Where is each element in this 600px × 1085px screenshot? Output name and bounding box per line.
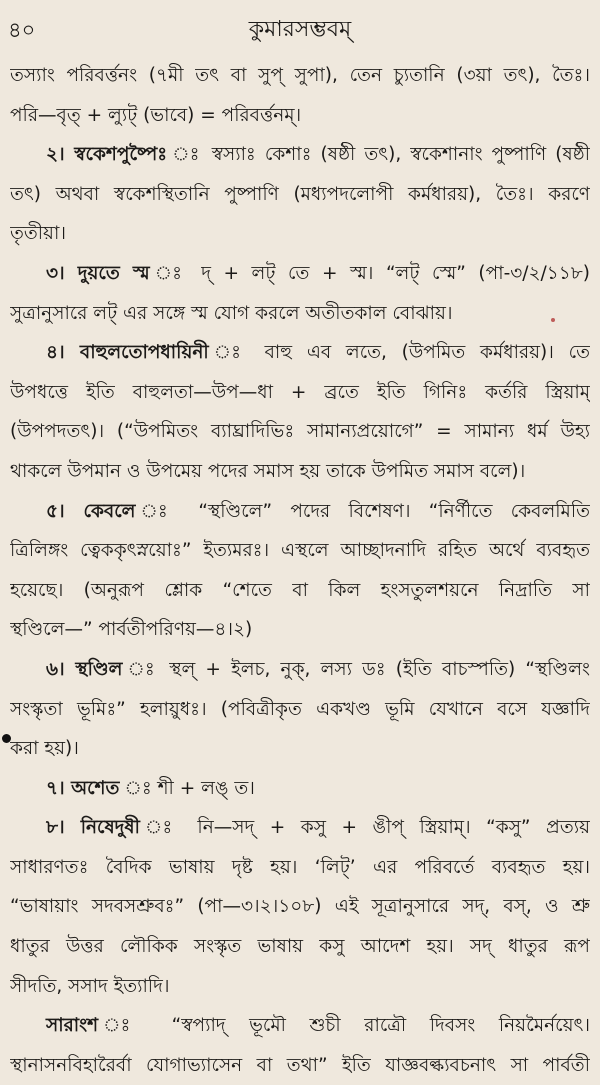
note-number: ৪। <box>46 342 80 364</box>
note-number: ৮। <box>46 817 81 839</box>
term-separator: ঃ <box>149 262 189 284</box>
body-text <box>10 56 590 1085</box>
note-text: স্থল্ + ইলচ, নুক্, লস্য ডঃ (ইতি বাচস্পতি) “স্থণ্ডিলং <box>159 658 590 680</box>
text-line: থাকলে উপমান ও উপমেয় পদের সমাস হয় তাকে উপমিত সমাস বলে)। <box>10 460 526 482</box>
note-number: ৬। <box>46 658 76 680</box>
text-line <box>10 650 590 690</box>
note-text: “স্বপ্যাদ্ ভূমৌ শুচী রাত্রৌ দিবসং নিয়মৈর্নয়েৎ। <box>148 1015 590 1037</box>
text-line: তৃতীয়া। <box>10 223 66 245</box>
text-line: স্থানাসনবিহারৈর্বা যোগাভ্যাসেন বা তথা” ইতি যাজ্ঞবল্ক্যবচনাৎ সা পার্বতী <box>10 1054 590 1076</box>
text-line: ধাতুর উত্তর লৌকিক সংস্কৃত ভাষায় কসু আদেশ হয়। সদ্ ধাতুর রূপ <box>10 936 590 958</box>
text-line <box>10 135 590 175</box>
text-line <box>10 769 590 809</box>
text-line <box>10 1006 590 1046</box>
note-text: “স্থণ্ডিলে” পদের বিশেষণ। “নির্ণীতে কেবলমিতি <box>180 500 590 522</box>
text-line <box>10 333 590 373</box>
note-text: বাহু এব লতে, (উপমিত কর্মধারয়)। তে <box>249 342 590 364</box>
page-header <box>0 6 600 46</box>
note-term: অশেত <box>71 777 120 799</box>
note-term: কেবলে <box>83 500 136 522</box>
text-line <box>10 492 590 532</box>
text-line: তৎ) অথবা স্বকেশস্থিতানি পুষ্পাণি (মধ্যপদলোপী কর্মধারয়), তৈঃ। করণে <box>10 183 590 205</box>
note-number: ৫। <box>46 500 84 522</box>
term-separator: ঃ <box>119 777 152 799</box>
term-separator: ঃ <box>98 1015 149 1037</box>
text-line: সাধারণতঃ বৈদিক ভাষায় দৃষ্ট হয়। ‘লিট্’ এর পরিবর্তে ব্যবহৃত হয়। <box>10 856 590 878</box>
text-line <box>10 254 590 294</box>
note-term: সারাংশ <box>46 1015 99 1037</box>
note-term: দুয়তে স্ম <box>77 262 150 284</box>
text-line <box>10 808 590 848</box>
term-separator: ঃ <box>208 342 250 364</box>
term-separator: ঃ <box>139 817 182 839</box>
page-number: ৪০ <box>8 18 36 42</box>
note-term: বাহুলতোপধায়িনী <box>79 342 209 364</box>
text-line: সংস্কৃতা ভূমিঃ” হলায়ুধঃ। (পবিত্রীকৃত একখণ্ড ভূমি যেখানে বসে যজ্ঞাদি <box>10 698 590 720</box>
note-text: শী + লঙ্ ত। <box>151 777 255 799</box>
note-text: স্বস্যাঃ কেশাঃ (ষষ্ঠী তৎ), স্বকেশানাং পুষ্পাণি (ষষ্ঠী <box>202 144 590 166</box>
note-text: নি—সদ্ + কসু + ঙীপ্ স্ত্রিয়াম্। “কসু” প্রত্যয় <box>181 817 590 839</box>
text-line: সীদতি, সসাদ ইত্যাদি। <box>10 975 170 997</box>
text-line: “ভাষায়াং সদবসশ্রুবঃ” (পা—৩।২।১০৮) এই সূত্রানুসারে সদ্, বস্, ও শ্রু <box>10 896 590 918</box>
text-line: সুত্রানুসারে লট্ এর সঙ্গে স্ম যোগ করলে অতীতকাল বোঝায়। <box>10 302 453 324</box>
running-title: কুমারসম্ভবম্ <box>248 17 352 42</box>
text-line: তস্যাং পরিবর্ত্তনং (৭মী তৎ বা সুপ্ সুপা), তেন চ্যুতানি (৩য়া তৎ), তৈঃ। <box>10 65 590 86</box>
text-line: হয়েছে। (অনুরূপ শ্লোক “শেতে বা কিল হংসতুলশয়নে নিদ্রাতি সা <box>10 579 590 601</box>
text-line: পরি—বৃত্ + ল্যুট্ (ভাবে) = পরিবর্ত্তনম্। <box>10 104 302 126</box>
note-number: ২। <box>46 144 75 166</box>
text-line: (উপপদতৎ)। (“উপমিতং ব্যাঘ্রাদিভিঃ সামান্যপ্রয়োগে” = সামান্য ধর্ম উহ্য <box>10 421 590 443</box>
note-number: ৭। <box>46 777 72 799</box>
note-term: স্থণ্ডিল <box>75 658 123 680</box>
text-line: করা হয়)। <box>10 738 79 760</box>
text-line: উপধত্তে ইতি বাহুলতা—উপ—ধা + ব্রতে ইতি গিনিঃ কর্তরি স্ত্রিয়াম্ <box>10 381 590 403</box>
term-separator: ঃ <box>122 658 160 680</box>
text-line: স্থণ্ডিলে—” পার্বতীপরিণয়—৪।২) <box>10 619 253 641</box>
term-separator: ঃ <box>135 500 181 522</box>
note-number: ৩। <box>46 262 78 284</box>
note-text: দ্ + লট্ তে + স্ম। “লট্ স্মে” (পা-৩/২/১১৮) <box>188 262 590 284</box>
text-line: ত্রিলিঙ্গং ত্বেককৃৎস্নয়োঃ” ইত্যমরঃ। এস্থলে আচ্ছাদনাদি রহিত অর্থে ব্যবহৃত <box>10 540 590 562</box>
term-separator: ঃ <box>167 144 203 166</box>
note-term: স্বকেশপুষ্পৈঃ <box>74 144 168 166</box>
note-term: নিষেদুষী <box>80 817 140 839</box>
